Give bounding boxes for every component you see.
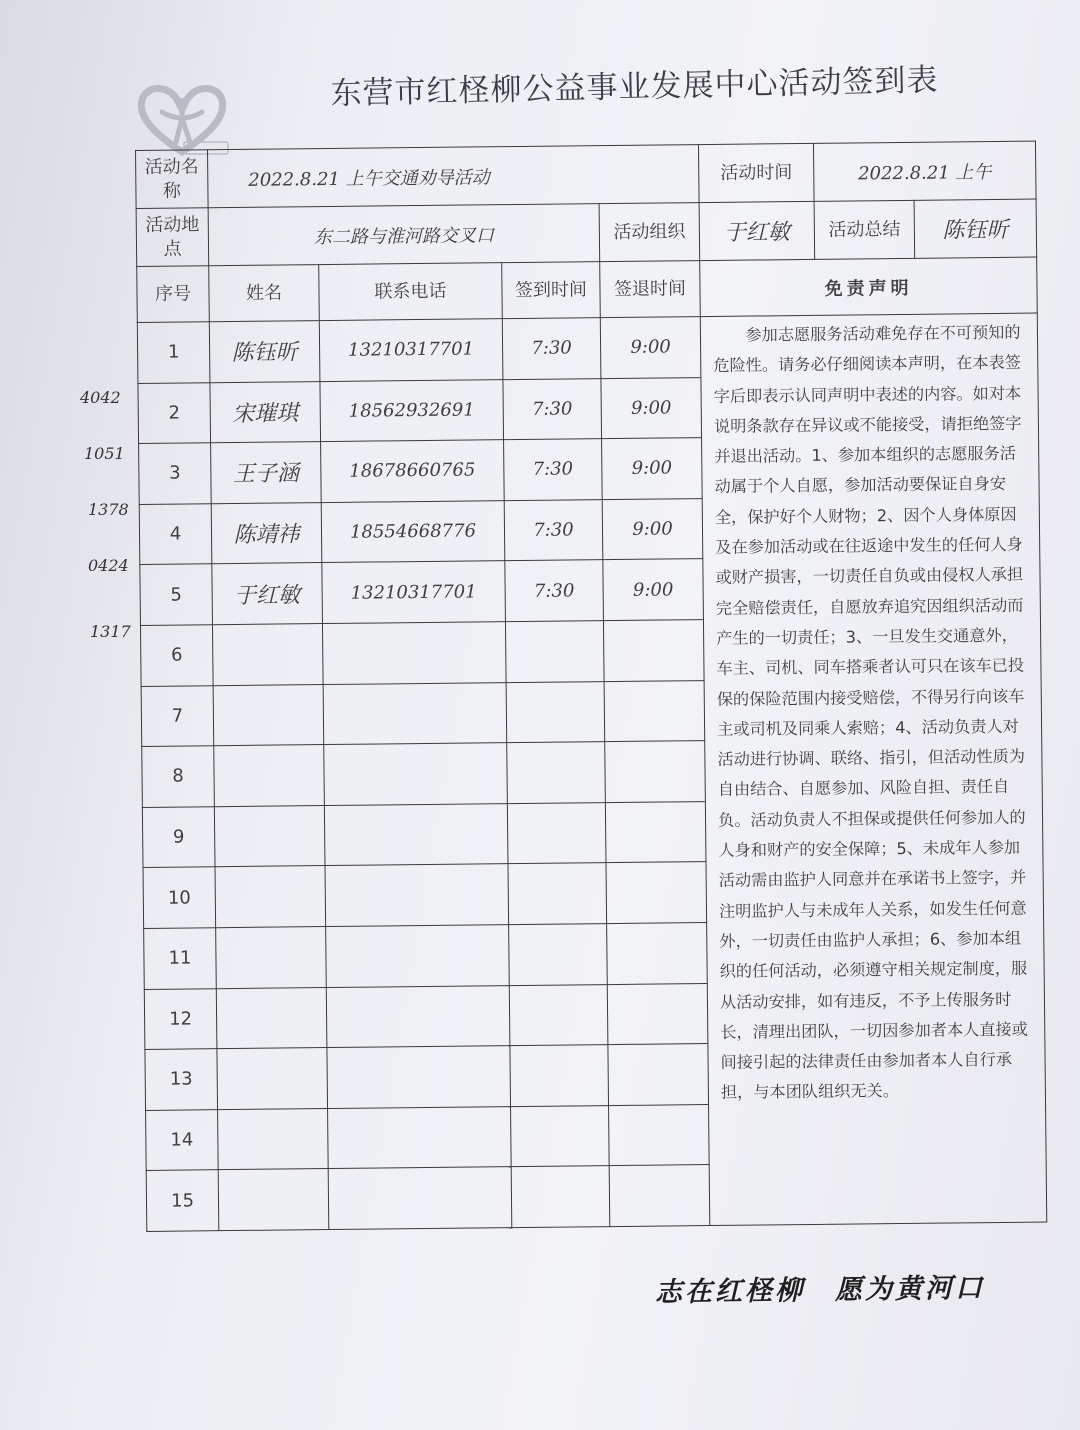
activity-place-label: 活动地点 (136, 208, 209, 267)
activity-place-value: 东二路与淮河路交叉口 (208, 204, 600, 266)
row-checkout-time (605, 741, 706, 803)
margin-number: 0424 (88, 556, 129, 575)
row-name (213, 684, 324, 746)
row-checkin-time (509, 924, 608, 986)
row-checkout-time (609, 1104, 710, 1166)
row-phone (324, 743, 508, 806)
row-phone (324, 803, 508, 866)
row-name (215, 866, 326, 928)
row-phone (327, 1046, 511, 1109)
row-phone (326, 925, 510, 988)
margin-number: 1317 (90, 622, 131, 641)
row-checkin-time (510, 1045, 609, 1107)
row-checkout-time (605, 801, 706, 863)
row-checkout-time: 9:00 (603, 559, 704, 621)
row-checkout-time (608, 1044, 709, 1106)
info-row-name (136, 141, 1037, 208)
activity-org-label: 活动组织 (599, 203, 700, 262)
row-phone: 13210317701 (322, 561, 506, 624)
row-name (214, 805, 325, 867)
row-checkout-time (603, 620, 704, 682)
row-phone (322, 622, 506, 685)
margin-number: 4042 (80, 388, 121, 407)
row-phone (323, 682, 507, 745)
row-number: 9 (142, 806, 215, 867)
row-name: 王子涵 (211, 442, 322, 504)
activity-name-label: 活动名称 (136, 150, 209, 209)
row-name (214, 745, 325, 807)
col-header-checkout: 签退时间 (600, 261, 701, 318)
row-checkin-time (507, 802, 606, 864)
footer-slogan: 志在红柽柳 愿为黄河口 (654, 1272, 986, 1309)
row-name (216, 987, 327, 1049)
row-number: 13 (145, 1049, 218, 1110)
activity-time-value: 2022.8.21 上午 (813, 141, 1036, 201)
row-number: 10 (143, 867, 216, 928)
row-phone: 13210317701 (319, 319, 503, 382)
row-name (212, 624, 323, 686)
row-number: 2 (138, 382, 211, 443)
col-header-no: 序号 (137, 266, 210, 323)
col-header-name: 姓名 (209, 265, 320, 322)
row-checkin-time: 7:30 (504, 439, 603, 501)
row-checkout-time (604, 680, 705, 742)
row-checkout-time (606, 862, 707, 924)
row-number: 14 (146, 1109, 219, 1170)
organization-logo (132, 80, 232, 160)
activity-time-label: 活动时间 (699, 143, 815, 202)
document-title: 东营市红柽柳公益事业发展中心活动签到表 (330, 62, 939, 112)
column-header-row (137, 257, 1038, 322)
row-phone: 18554668776 (321, 500, 505, 563)
disclaimer-title: 免责声明 (700, 257, 1038, 317)
col-header-phone: 联系电话 (319, 263, 503, 321)
row-number: 3 (139, 443, 212, 504)
row-name: 陈靖祎 (211, 502, 322, 564)
row-number: 5 (140, 564, 213, 625)
info-row-place (136, 199, 1037, 266)
row-number: 11 (144, 928, 217, 989)
row-checkin-time (508, 863, 607, 925)
row-phone (326, 985, 510, 1048)
row-name (218, 1169, 329, 1231)
row-checkout-time (607, 922, 708, 984)
row-checkin-time (506, 681, 605, 743)
row-name (217, 1048, 328, 1110)
row-number: 8 (142, 746, 215, 807)
row-checkout-time: 9:00 (600, 317, 701, 379)
row-name: 陈钰昕 (209, 321, 320, 383)
row-checkout-time: 9:00 (602, 438, 703, 500)
row-name (216, 926, 327, 988)
row-phone: 18562932691 (320, 379, 504, 442)
margin-number: 1378 (88, 500, 129, 519)
row-phone: 18678660765 (321, 440, 505, 503)
activity-name-value: 2022.8.21 上午交通劝导活动 (208, 145, 700, 208)
activity-summary-label: 活动总结 (814, 200, 915, 259)
row-number: 15 (146, 1170, 219, 1231)
row-number: 4 (139, 504, 212, 565)
row-checkin-time (505, 621, 604, 683)
row-checkin-time (511, 1105, 610, 1167)
row-checkout-time: 9:00 (602, 498, 703, 560)
row-phone (328, 1106, 512, 1169)
disclaimer-text: 参加志愿服务活动难免存在不可预知的危险性。请务必仔细阅读本声明，在本表签字后即表示认同声明中表述的内容。如对本说明条款存在异议或不能接受，请拒绝签字并退出活动。1、参加本组织的志愿服务活动属于个人自愿，参加活动要保证自身安全，保护好个人财物；2、因个人身体原因及在参加活动或在往返途中发生的任何人身或财产损害，一切责任自负或由侵权人承担完全赔偿责任，自愿放弃追究因组织活动而产生的一切责任；3、一旦发生交通意外，车主、司机、同车搭乘者认可只在该车已投保的保险范围内接受赔偿，不得另行向该车主或司机及同乘人索赔；4、活动负责人对活动进行协调、联络、指引，但活动性质为自由结合、自愿参加、风险自担、责任自负。活动负责人不担保或提供任何参加人的人身和财产的安全保障；5、未成年人参加活动需由监护人同意并在承诺书上签字，并注明监护人与未成年人关系，如发生任何意外，一切责任由监护人承担；6、参加本组织的任何活动，必须遵守相关规定制度，服从活动安排，如有违反，不予上传服务时长，清理出团队，一切因参加者本人直接或间接引起的法律责任由参加者本人自行承担，与本团队组织无关。 (700, 313, 1046, 1225)
row-phone (325, 864, 509, 927)
row-checkin-time: 7:30 (504, 499, 603, 561)
row-checkin-time (507, 742, 606, 804)
row-number: 12 (144, 988, 217, 1049)
row-checkin-time: 7:30 (505, 560, 604, 622)
row-checkin-time: 7:30 (503, 378, 602, 440)
row-phone (328, 1167, 512, 1230)
row-checkout-time (609, 1165, 710, 1227)
col-header-checkin: 签到时间 (502, 262, 601, 319)
row-number: 6 (140, 625, 213, 686)
row-checkout-time: 9:00 (601, 377, 702, 439)
row-checkin-time (509, 984, 608, 1046)
table-row (137, 313, 1038, 383)
activity-summary-value: 陈钰昕 (914, 199, 1037, 258)
row-name: 宋璀琪 (210, 381, 321, 443)
margin-number: 1051 (84, 444, 125, 463)
row-checkout-time (607, 983, 708, 1045)
sign-in-sheet (135, 141, 1047, 1265)
row-number: 1 (137, 322, 210, 383)
row-name (218, 1108, 329, 1170)
activity-org-value: 于红敏 (699, 201, 815, 260)
row-number: 7 (141, 685, 214, 746)
row-checkin-time (511, 1166, 610, 1228)
sign-in-table (135, 141, 1047, 1232)
row-checkin-time: 7:30 (502, 318, 601, 380)
row-name: 于红敏 (212, 563, 323, 625)
